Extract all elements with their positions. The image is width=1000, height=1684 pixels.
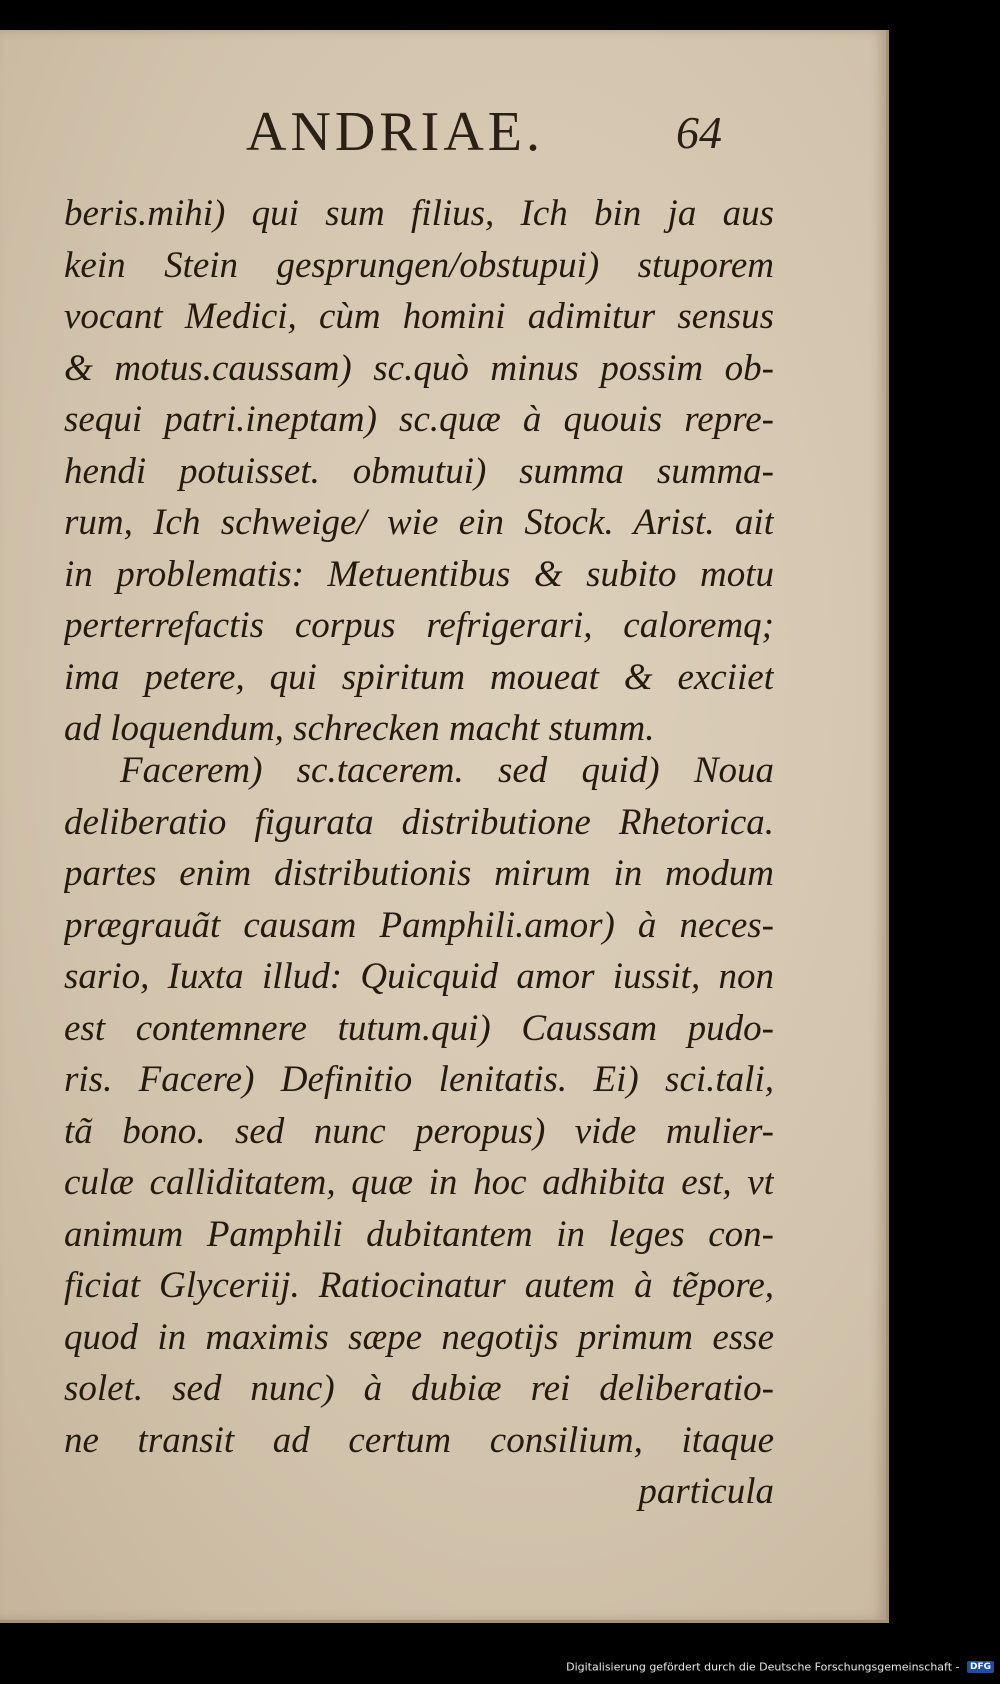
text-line: ad loquendum, schrecken macht stumm. [64, 708, 655, 749]
text-line: prægrauãt causam Pamphili.amor) à neces- [64, 904, 774, 946]
text-line: sequi patri.ineptam) sc.quæ à quouis repre- [64, 399, 774, 440]
text-line: quod in maximis sæpe negotijs primum esse [64, 1316, 774, 1358]
book-page [0, 30, 889, 1623]
dfg-logo-icon: DFG [967, 1661, 994, 1673]
text-line: vocant Medici, cùm homini adimitur sensus [64, 296, 774, 337]
text-line: est contemnere tutum.qui) Caussam pudo- [64, 1007, 774, 1049]
running-title: ANDRIAE. [246, 101, 544, 163]
text-line: in problematis: Metuentibus & subito motu [64, 553, 774, 595]
page-number: 64 [676, 107, 722, 158]
page-header [0, 100, 886, 180]
text-line: ima petere, qui spiritum moueat & exciiet [64, 656, 774, 698]
text-line: perterrefactis corpus refrigerari, caloremq; [64, 605, 774, 646]
text-line: sario, Iuxta illud: Quicquid amor iussit, non [64, 956, 774, 997]
text-line: kein Stein gesprungen/obstupui) stuporem [64, 244, 774, 286]
text-line: rum, Ich schweige/ wie ein Stock. Arist. ait [64, 502, 774, 543]
text-line: culæ calliditatem, quæ in hoc adhibita est, vt [64, 1162, 774, 1203]
text-line: deliberatio figurata distributione Rhetorica. [64, 801, 774, 843]
paragraph-1 [64, 188, 774, 755]
text-line: partes enim distributionis mirum in modum [64, 853, 774, 894]
text-line: Facerem) sc.tacerem. sed quid) Noua [120, 750, 774, 791]
text-line: tã bono. sed nunc peropus) vide mulier- [64, 1110, 774, 1152]
text-line: & motus.caussam) sc.quò minus possim ob- [64, 347, 774, 389]
text-line: ne transit ad certum consilium, itaque [64, 1419, 774, 1461]
text-line: beris.mihi) qui sum filius, Ich bin ja aus [64, 193, 774, 234]
text-line: solet. sed nunc) à dubiæ rei deliberatio- [64, 1368, 774, 1409]
text-line: ficiat Glyceriij. Ratiocinatur autem à tẽpore, [64, 1265, 774, 1306]
catchword: particula [638, 1471, 774, 1512]
text-line: ris. Facere) Definitio lenitatis. Ei) sci.tali, [64, 1059, 774, 1100]
text-line: animum Pamphili dubitantem in leges con- [64, 1213, 774, 1255]
text-line: hendi potuisset. obmutui) summa summa- [64, 450, 774, 492]
footer-text: Digitalisierung gefördert durch die Deutsche Forschungsgemeinschaft - [566, 1660, 960, 1674]
paragraph-2 [64, 745, 774, 1518]
digitization-footer [0, 1660, 994, 1680]
